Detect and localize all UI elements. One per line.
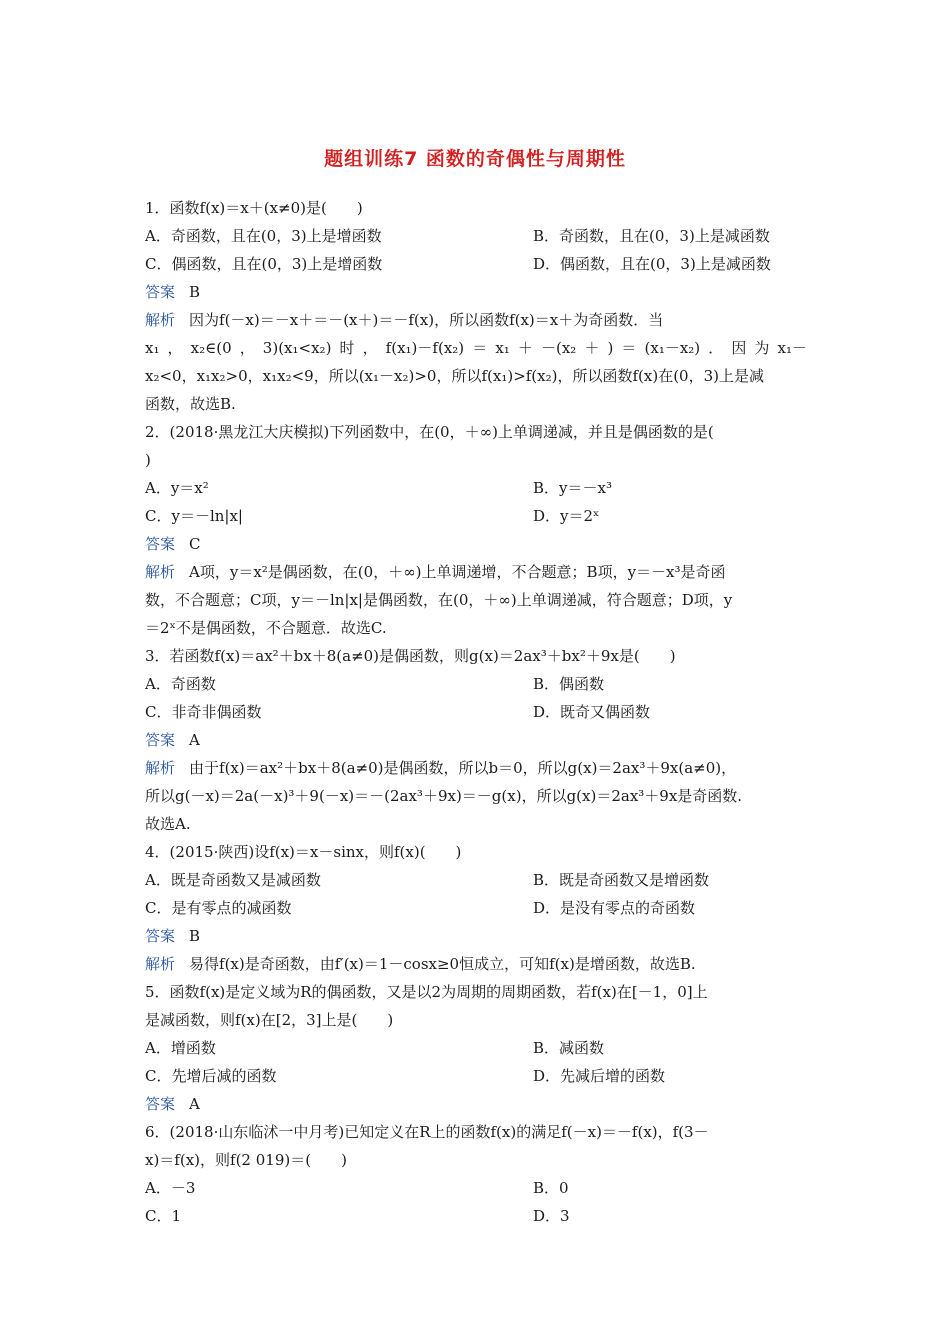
answer-label: 答案 bbox=[145, 927, 176, 945]
answer-label: 答案 bbox=[145, 535, 176, 553]
q2-analysis-line-3: ＝2ˣ不是偶函数，不合题意．故选C. bbox=[145, 619, 387, 637]
q4-option-a: A．既是奇函数又是减函数 bbox=[145, 871, 321, 889]
analysis-label: 解析 bbox=[145, 311, 176, 329]
q6-stem-line-1: 6．(2018·山东临沭一中月考)已知定义在R上的函数f(x)的满足f(－x)＝－f(x)，f(3－ bbox=[145, 1123, 709, 1141]
q4-option-b: B．既是奇函数又是增函数 bbox=[533, 871, 710, 889]
q3-option-d: D．既奇又偶函数 bbox=[533, 703, 651, 721]
q4-answer-value: B bbox=[189, 927, 201, 945]
q1-answer bbox=[145, 282, 200, 302]
q6-option-d: D．3 bbox=[533, 1207, 570, 1225]
q1-option-c: C．偶函数，且在(0，3)上是增函数 bbox=[145, 255, 383, 273]
q5-answer bbox=[145, 1094, 200, 1114]
q6-option-c: C．1 bbox=[145, 1207, 182, 1225]
q2-analysis-line-1: A项，y＝x²是偶函数，在(0，＋∞)上单调递增，不合题意；B项，y＝－x³是奇函 bbox=[189, 563, 726, 581]
q2-analysis-line-2: 数，不合题意；C项，y＝－ln|x|是偶函数，在(0，＋∞)上单调递减，符合题意；D项，y bbox=[145, 591, 733, 609]
q3-option-c: C．非奇非偶函数 bbox=[145, 703, 262, 721]
answer-label: 答案 bbox=[145, 1095, 176, 1113]
q4-analysis-line-1: 易得f(x)是奇函数，由f′(x)＝1－cosx≥0恒成立，可知f(x)是增函数，故选B. bbox=[189, 955, 696, 973]
q2-option-d: D．y＝2ˣ bbox=[533, 507, 600, 525]
q1-analysis-line-3: x₂<0，x₁x₂>0，x₁x₂<9，所以(x₁－x₂)>0，所以f(x₁)>f(x₂)，所以函数f(x)在(0，3)上是减 bbox=[145, 367, 764, 385]
q1-answer-value: B bbox=[189, 283, 201, 301]
q4-option-c: C．是有零点的减函数 bbox=[145, 899, 292, 917]
q2-answer-value: C bbox=[189, 535, 201, 553]
q1-analysis-line-2: x₁，x₂∈(0，3)(x₁<x₂)时，f(x₁)－f(x₂)＝x₁＋－(x₂＋)＝(x₁－x₂)．因为x₁－ bbox=[145, 339, 807, 357]
q5-stem-line-2: 是减函数，则f(x)在[2，3]上是( ) bbox=[145, 1011, 394, 1029]
analysis-label: 解析 bbox=[145, 563, 176, 581]
q4-option-d: D．是没有零点的奇函数 bbox=[533, 899, 696, 917]
q3-analysis-line-3: 故选A. bbox=[145, 815, 191, 833]
q5-option-a: A．增函数 bbox=[145, 1039, 216, 1057]
q5-stem-line-1: 5．函数f(x)是定义域为R的偶函数，又是以2为周期的周期函数，若f(x)在[－1，0]上 bbox=[145, 983, 708, 1001]
q2-stem-line-1: 2．(2018·黑龙江大庆模拟)下列函数中，在(0，＋∞)上单调递减，并且是偶函数的是( bbox=[145, 423, 714, 441]
q6-option-b: B．0 bbox=[533, 1179, 569, 1197]
q3-answer bbox=[145, 730, 200, 750]
q2-option-c: C．y＝－ln|x| bbox=[145, 507, 243, 525]
q1-stem: 1．函数f(x)＝x＋(x≠0)是( ) bbox=[145, 199, 363, 217]
q1-option-d: D．偶函数，且在(0，3)上是减函数 bbox=[533, 255, 771, 273]
q3-analysis-line-1: 由于f(x)＝ax²＋bx＋8(a≠0)是偶函数，所以b＝0，所以g(x)＝2ax³＋9x(a≠0)， bbox=[189, 759, 737, 777]
page-title: 题组训练7 函数的奇偶性与周期性 bbox=[324, 148, 626, 170]
q2-analysis bbox=[145, 562, 726, 582]
q1-analysis bbox=[145, 310, 663, 330]
q3-stem: 3．若函数f(x)＝ax²＋bx＋8(a≠0)是偶函数，则g(x)＝2ax³＋bx²＋9x是( ) bbox=[145, 647, 676, 665]
q5-option-b: B．减函数 bbox=[533, 1039, 605, 1057]
q2-stem-line-2: ) bbox=[145, 451, 151, 469]
q1-analysis-line-4: 函数，故选B. bbox=[145, 395, 236, 413]
q2-option-a: A．y＝x² bbox=[145, 479, 209, 497]
q3-option-b: B．偶函数 bbox=[533, 675, 605, 693]
answer-label: 答案 bbox=[145, 283, 176, 301]
analysis-label: 解析 bbox=[145, 759, 176, 777]
q1-option-a: A．奇函数，且在(0，3)上是增函数 bbox=[145, 227, 382, 245]
q5-option-c: C．先增后减的函数 bbox=[145, 1067, 277, 1085]
q5-answer-value: A bbox=[189, 1095, 200, 1113]
analysis-label: 解析 bbox=[145, 955, 176, 973]
q3-analysis-line-2: 所以g(－x)＝2a(－x)³＋9(－x)＝－(2ax³＋9x)＝－g(x)，所以g(x)＝2ax³＋9x是奇函数. bbox=[145, 787, 743, 805]
q1-option-b: B．奇函数，且在(0，3)上是减函数 bbox=[533, 227, 770, 245]
q4-stem: 4．(2015·陕西)设f(x)＝x－sinx，则f(x)( ) bbox=[145, 843, 462, 861]
q1-analysis-line-1: 因为f(－x)＝－x＋＝－(x＋)＝－f(x)，所以函数f(x)＝x＋为奇函数．当 bbox=[189, 311, 664, 329]
q5-option-d: D．先减后增的函数 bbox=[533, 1067, 666, 1085]
answer-label: 答案 bbox=[145, 731, 176, 749]
q6-option-a: A．－3 bbox=[145, 1179, 196, 1197]
q2-option-b: B．y＝－x³ bbox=[533, 479, 612, 497]
q2-answer bbox=[145, 534, 201, 554]
q3-analysis bbox=[145, 758, 736, 778]
q3-option-a: A．奇函数 bbox=[145, 675, 216, 693]
q4-answer bbox=[145, 926, 200, 946]
q6-stem-line-2: x)＝f(x)，则f(2 019)＝( ) bbox=[145, 1151, 347, 1169]
q3-answer-value: A bbox=[189, 731, 200, 749]
q4-analysis bbox=[145, 954, 696, 974]
